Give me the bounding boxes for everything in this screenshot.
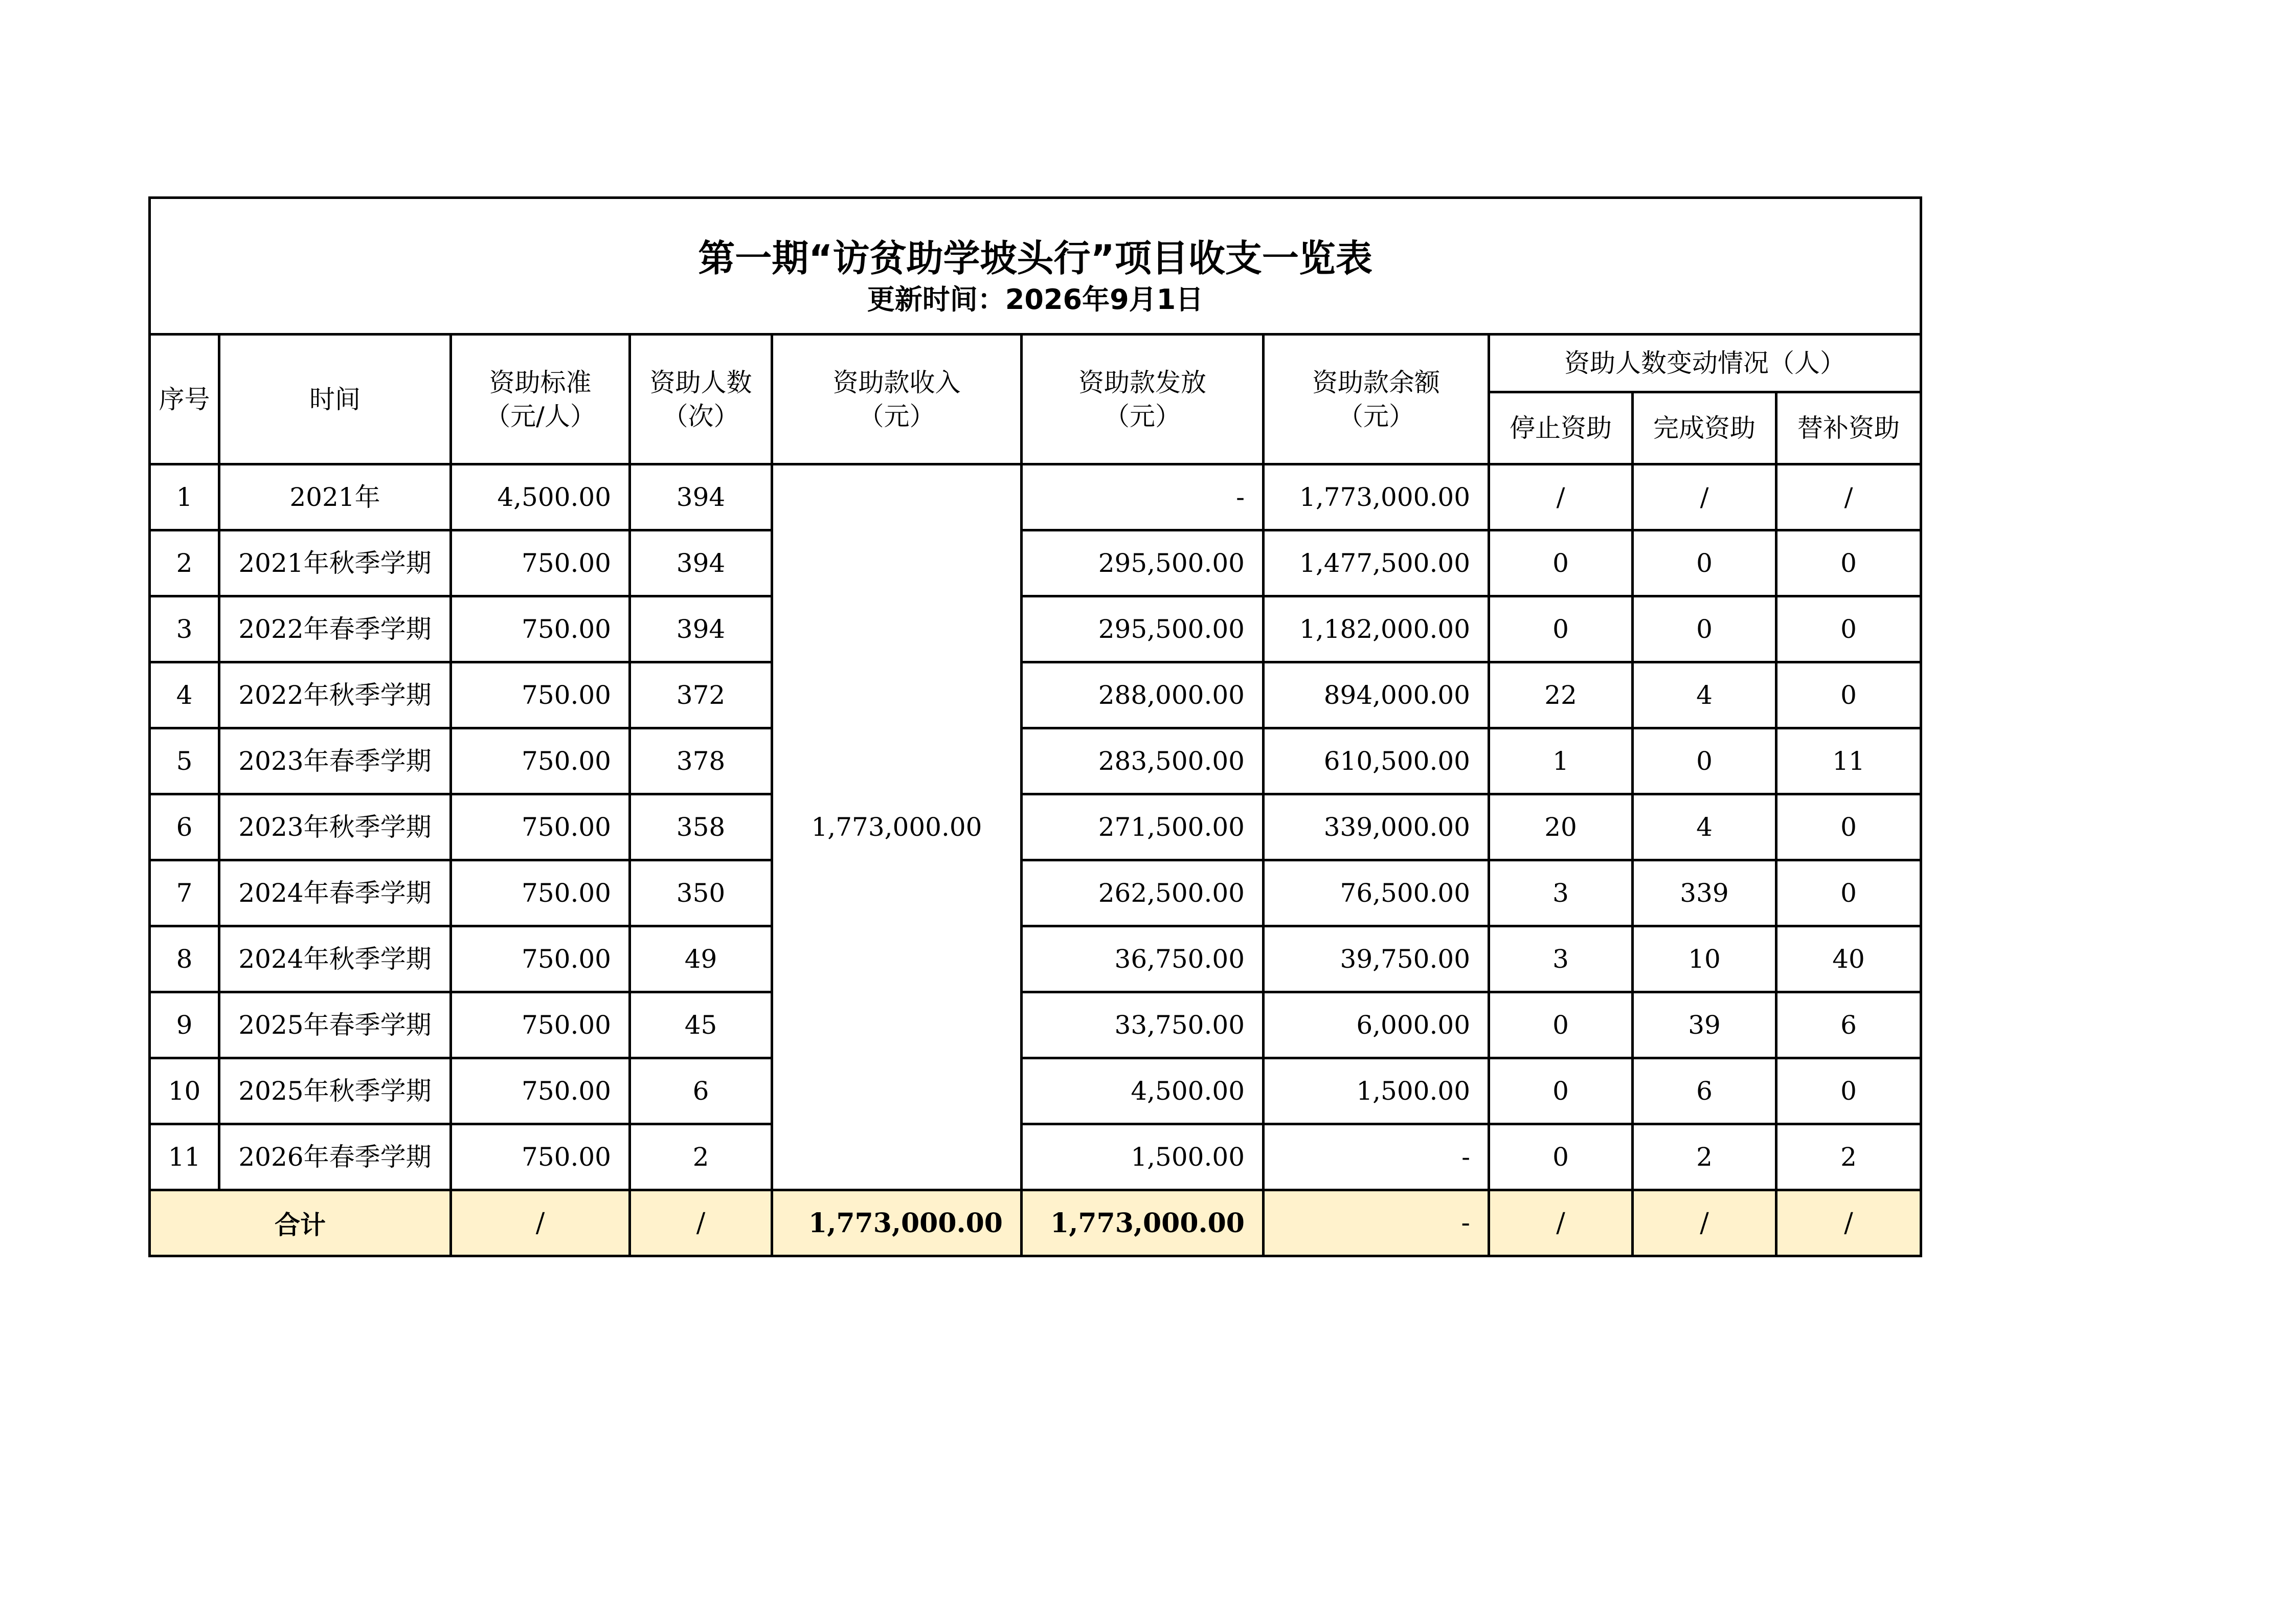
table-row [150,794,1921,860]
cell-count: 372 [630,662,772,728]
cell-stop: / [1489,464,1633,530]
cell-balance: 1,182,000.00 [1264,596,1489,662]
cell-seq: 5 [150,728,219,794]
table-row [150,992,1921,1058]
cell-seq: 9 [150,992,219,1058]
sheet [148,196,1920,1257]
title-cell [150,198,1921,335]
cell-stop: 0 [1489,1124,1633,1190]
header-row-top [150,335,1921,392]
total-standard: / [451,1190,630,1256]
cell-complete: 2 [1633,1124,1776,1190]
total-complete: / [1633,1190,1776,1256]
total-replace: / [1776,1190,1921,1256]
header-balance: 资助款余额 （元） [1264,335,1489,464]
cell-seq: 8 [150,926,219,992]
cell-standard: 750.00 [451,530,630,596]
cell-time: 2022年春季学期 [219,596,451,662]
cell-balance: - [1264,1124,1489,1190]
cell-complete: 4 [1633,794,1776,860]
cell-payout: 283,500.00 [1022,728,1264,794]
cell-standard: 750.00 [451,662,630,728]
cell-seq: 1 [150,464,219,530]
cell-balance: 1,500.00 [1264,1058,1489,1124]
cell-stop: 0 [1489,530,1633,596]
cell-time: 2025年春季学期 [219,992,451,1058]
cell-replace: 40 [1776,926,1921,992]
cell-standard: 750.00 [451,1058,630,1124]
cell-standard: 4,500.00 [451,464,630,530]
title-row [150,198,1921,335]
cell-count: 394 [630,530,772,596]
cell-count: 2 [630,1124,772,1190]
cell-complete: 0 [1633,728,1776,794]
cell-time: 2024年春季学期 [219,860,451,926]
cell-count: 394 [630,596,772,662]
cell-stop: 20 [1489,794,1633,860]
header-stop: 停止资助 [1489,392,1633,464]
table-row [150,662,1921,728]
cell-replace: 0 [1776,794,1921,860]
cell-count: 6 [630,1058,772,1124]
cell-complete: 10 [1633,926,1776,992]
cell-balance: 39,750.00 [1264,926,1489,992]
cell-count: 394 [630,464,772,530]
header-standard: 资助标准 （元/人） [451,335,630,464]
cell-payout: 295,500.00 [1022,596,1264,662]
cell-complete: 339 [1633,860,1776,926]
cell-stop: 0 [1489,596,1633,662]
cell-count: 378 [630,728,772,794]
cell-stop: 3 [1489,926,1633,992]
cell-balance: 1,773,000.00 [1264,464,1489,530]
cell-payout: 36,750.00 [1022,926,1264,992]
cell-standard: 750.00 [451,596,630,662]
table-row [150,464,1921,530]
cell-standard: 750.00 [451,728,630,794]
header-time: 时间 [219,335,451,464]
table-row [150,1058,1921,1124]
cell-replace: 6 [1776,992,1921,1058]
cell-seq: 4 [150,662,219,728]
cell-seq: 2 [150,530,219,596]
total-payout: 1,773,000.00 [1022,1190,1264,1256]
table-row [150,860,1921,926]
cell-payout: 1,500.00 [1022,1124,1264,1190]
cell-replace: 0 [1776,1058,1921,1124]
cell-replace: 0 [1776,596,1921,662]
table-row [150,1124,1921,1190]
cell-payout: - [1022,464,1264,530]
cell-payout: 271,500.00 [1022,794,1264,860]
cell-complete: 0 [1633,530,1776,596]
cell-stop: 1 [1489,728,1633,794]
cell-balance: 610,500.00 [1264,728,1489,794]
cell-balance: 339,000.00 [1264,794,1489,860]
cell-time: 2021年 [219,464,451,530]
cell-time: 2021年秋季学期 [219,530,451,596]
total-stop: / [1489,1190,1633,1256]
cell-seq: 3 [150,596,219,662]
total-row [150,1190,1921,1256]
total-balance: - [1264,1190,1489,1256]
header-seq: 序号 [150,335,219,464]
cell-payout: 262,500.00 [1022,860,1264,926]
cell-seq: 6 [150,794,219,860]
cell-time: 2026年春季学期 [219,1124,451,1190]
header-payout: 资助款发放 （元） [1022,335,1264,464]
table-title: 第一期“访贫助学坡头行”项目收支一览表 [698,237,1372,280]
cell-standard: 750.00 [451,860,630,926]
header-count: 资助人数 （次） [630,335,772,464]
cell-time: 2023年春季学期 [219,728,451,794]
cell-complete: / [1633,464,1776,530]
cell-payout: 33,750.00 [1022,992,1264,1058]
cell-replace: 0 [1776,530,1921,596]
cell-seq: 7 [150,860,219,926]
cell-balance: 76,500.00 [1264,860,1489,926]
cell-standard: 750.00 [451,1124,630,1190]
cell-stop: 0 [1489,1058,1633,1124]
cell-standard: 750.00 [451,992,630,1058]
cell-stop: 22 [1489,662,1633,728]
ledger-table [148,196,1922,1257]
table-row [150,596,1921,662]
cell-time: 2025年秋季学期 [219,1058,451,1124]
total-income: 1,773,000.00 [772,1190,1022,1256]
cell-complete: 39 [1633,992,1776,1058]
cell-seq: 11 [150,1124,219,1190]
cell-balance: 894,000.00 [1264,662,1489,728]
cell-balance: 1,477,500.00 [1264,530,1489,596]
table-row [150,926,1921,992]
cell-replace: 0 [1776,860,1921,926]
cell-payout: 288,000.00 [1022,662,1264,728]
cell-replace: 11 [1776,728,1921,794]
cell-count: 45 [630,992,772,1058]
cell-payout: 4,500.00 [1022,1058,1264,1124]
table-row [150,530,1921,596]
cell-stop: 0 [1489,992,1633,1058]
cell-count: 49 [630,926,772,992]
update-time: 更新时间：2026年9月1日 [867,283,1204,316]
cell-seq: 10 [150,1058,219,1124]
cell-payout: 295,500.00 [1022,530,1264,596]
cell-complete: 0 [1633,596,1776,662]
cell-standard: 750.00 [451,794,630,860]
cell-balance: 6,000.00 [1264,992,1489,1058]
header-complete: 完成资助 [1633,392,1776,464]
header-change-group: 资助人数变动情况（人） [1489,335,1921,392]
total-label: 合计 [150,1190,451,1256]
cell-replace: / [1776,464,1921,530]
table-row [150,728,1921,794]
header-replace: 替补资助 [1776,392,1921,464]
cell-replace: 2 [1776,1124,1921,1190]
cell-time: 2024年秋季学期 [219,926,451,992]
cell-replace: 0 [1776,662,1921,728]
cell-count: 350 [630,860,772,926]
cell-complete: 6 [1633,1058,1776,1124]
total-count: / [630,1190,772,1256]
cell-time: 2023年秋季学期 [219,794,451,860]
cell-income-merged: 1,773,000.00 [772,464,1022,1190]
cell-time: 2022年秋季学期 [219,662,451,728]
header-income: 资助款收入 （元） [772,335,1022,464]
cell-complete: 4 [1633,662,1776,728]
cell-count: 358 [630,794,772,860]
cell-stop: 3 [1489,860,1633,926]
cell-standard: 750.00 [451,926,630,992]
